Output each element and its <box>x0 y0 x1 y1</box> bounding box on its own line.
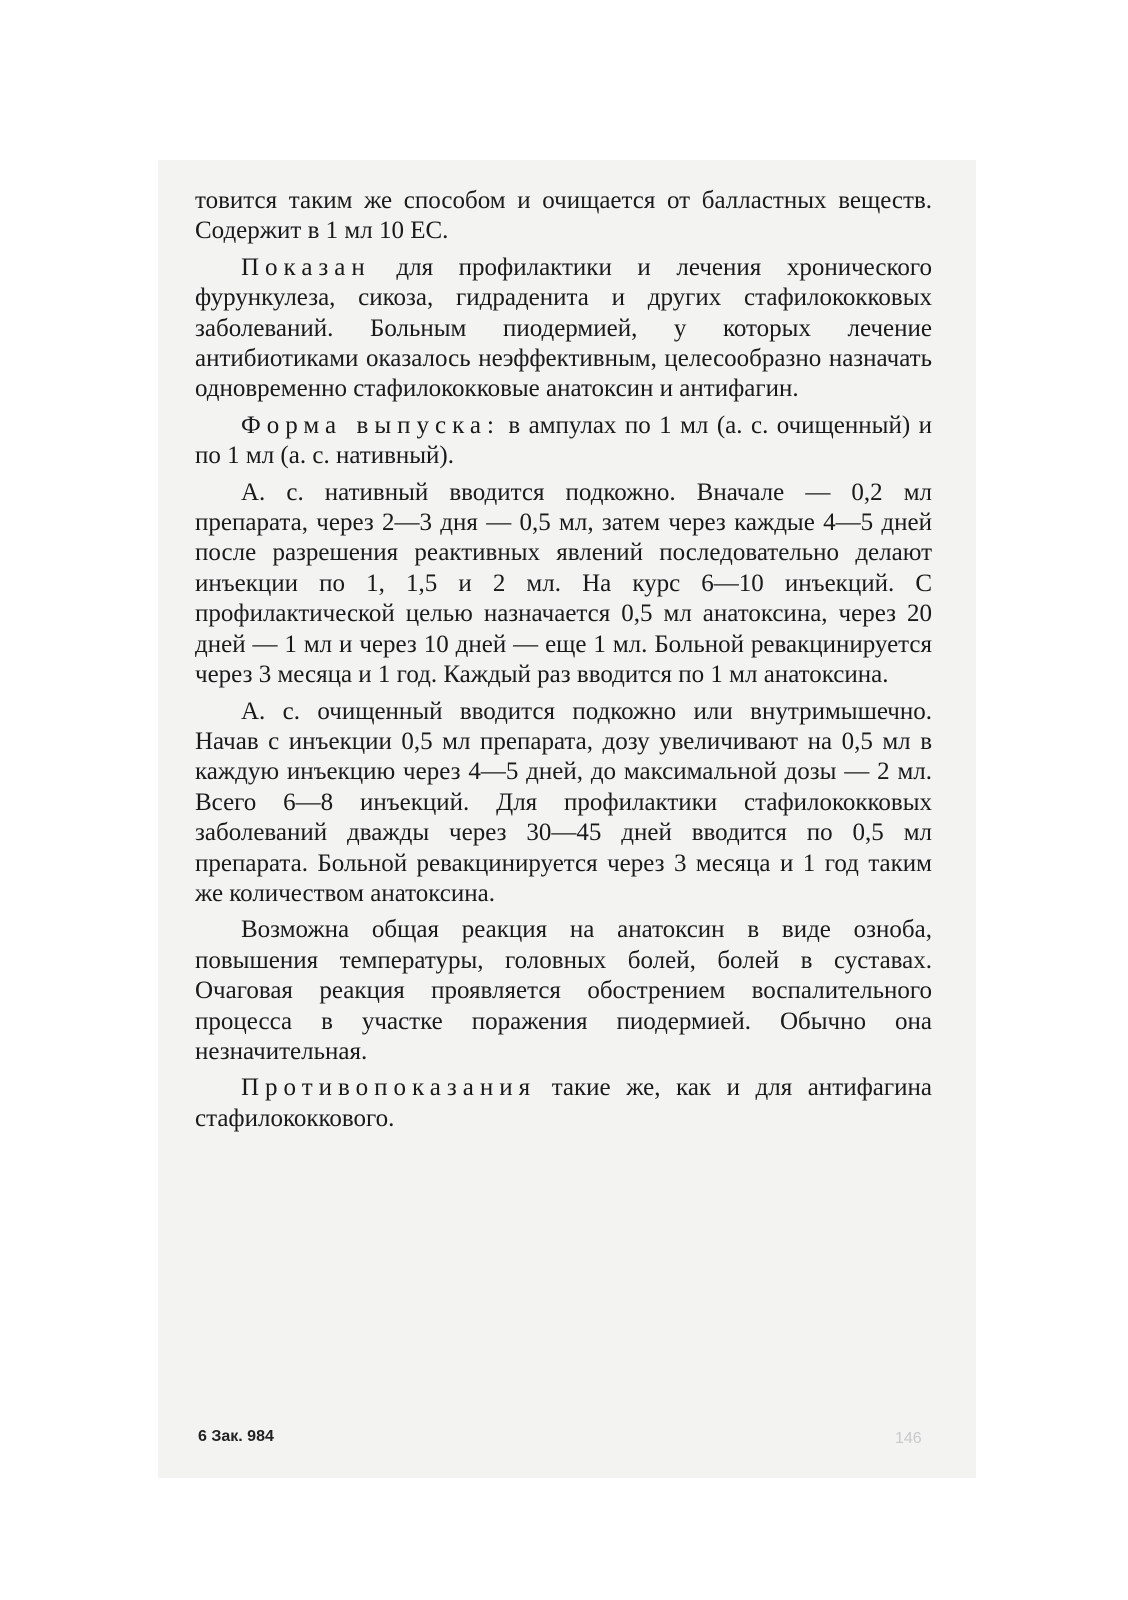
paragraph-text: А. с. очищенный вводится подкожно или внутримышечно. Начав с инъекции 0,5 мл препарата, дозу увеличивают на 0,5 мл в каждую инъекцию через 4—5 дней, до максимальной дозы — 2 мл. Всего 6—8 инъекций. Для профилактики стафилококковых заболеваний дважды через 30—45 дней вводится по 0,5 мл препарата. Больной ревакцинируется через 3 месяца и 1 год таким же количеством анатоксина. <box>195 697 932 907</box>
paragraph-lead: Показан <box>241 253 371 281</box>
document-body <box>195 186 932 1140</box>
paragraph-text: такие же, как и для антифагина стафилококкового. <box>195 1074 932 1132</box>
paragraph-indications <box>195 253 932 405</box>
paragraph-continuation <box>195 186 932 247</box>
paragraph-text: в ампулах по 1 мл (а. с. очищенный) и по 1 мл (а. с. нативный). <box>195 411 932 470</box>
paragraph-release-form <box>195 411 932 472</box>
print-signature: 6 Зак. 984 <box>198 1428 274 1445</box>
paragraph-reaction <box>195 915 932 1067</box>
page-number: 146 <box>895 1430 922 1447</box>
paragraph-native <box>195 478 932 691</box>
paragraph-purified <box>195 697 932 910</box>
paragraph-contraindications <box>195 1073 932 1134</box>
paragraph-text: Возможна общая реакция на анатоксин в виде озноба, повышения температуры, головных болей, болей в суставах. Очаговая реакция проявляется обострением воспалительного процесса в участке поражения пиодермией. Обычно она незначительная. <box>195 916 932 1065</box>
paragraph-text: товится таким же способом и очищается от балластных веществ. Содержит в 1 мл 10 ЕС. <box>195 187 932 245</box>
paragraph-lead: Противопоказания <box>241 1074 537 1102</box>
paragraph-text: А. с. нативный вводится подкожно. Вначале — 0,2 мл препарата, через 2—3 дня — 0,5 мл, затем через каждые 4—5 дней после разрешения реактивных явлений последовательно делают инъекции по 1, 1,5 и 2 мл. На курс 6—10 инъекций. С профилактической целью назначается 0,5 мл анатоксина, через 20 дней — 1 мл и через 10 дней — еще 1 мл. Больной ревакцинируется через 3 месяца и 1 год. Каждый раз вводится по 1 мл анатоксина. <box>195 478 932 689</box>
paragraph-text: для профилактики и лечения хронического фурункулеза, сикоза, гидраденита и других стафилококковых заболеваний. Больным пиодермией, у которых лечение антибиотиками оказалось неэффективным, целесообразно назначать одновременно стафилококковые анатоксин и антифагин. <box>195 253 932 403</box>
paragraph-lead: Форма выпуска: <box>241 411 500 439</box>
